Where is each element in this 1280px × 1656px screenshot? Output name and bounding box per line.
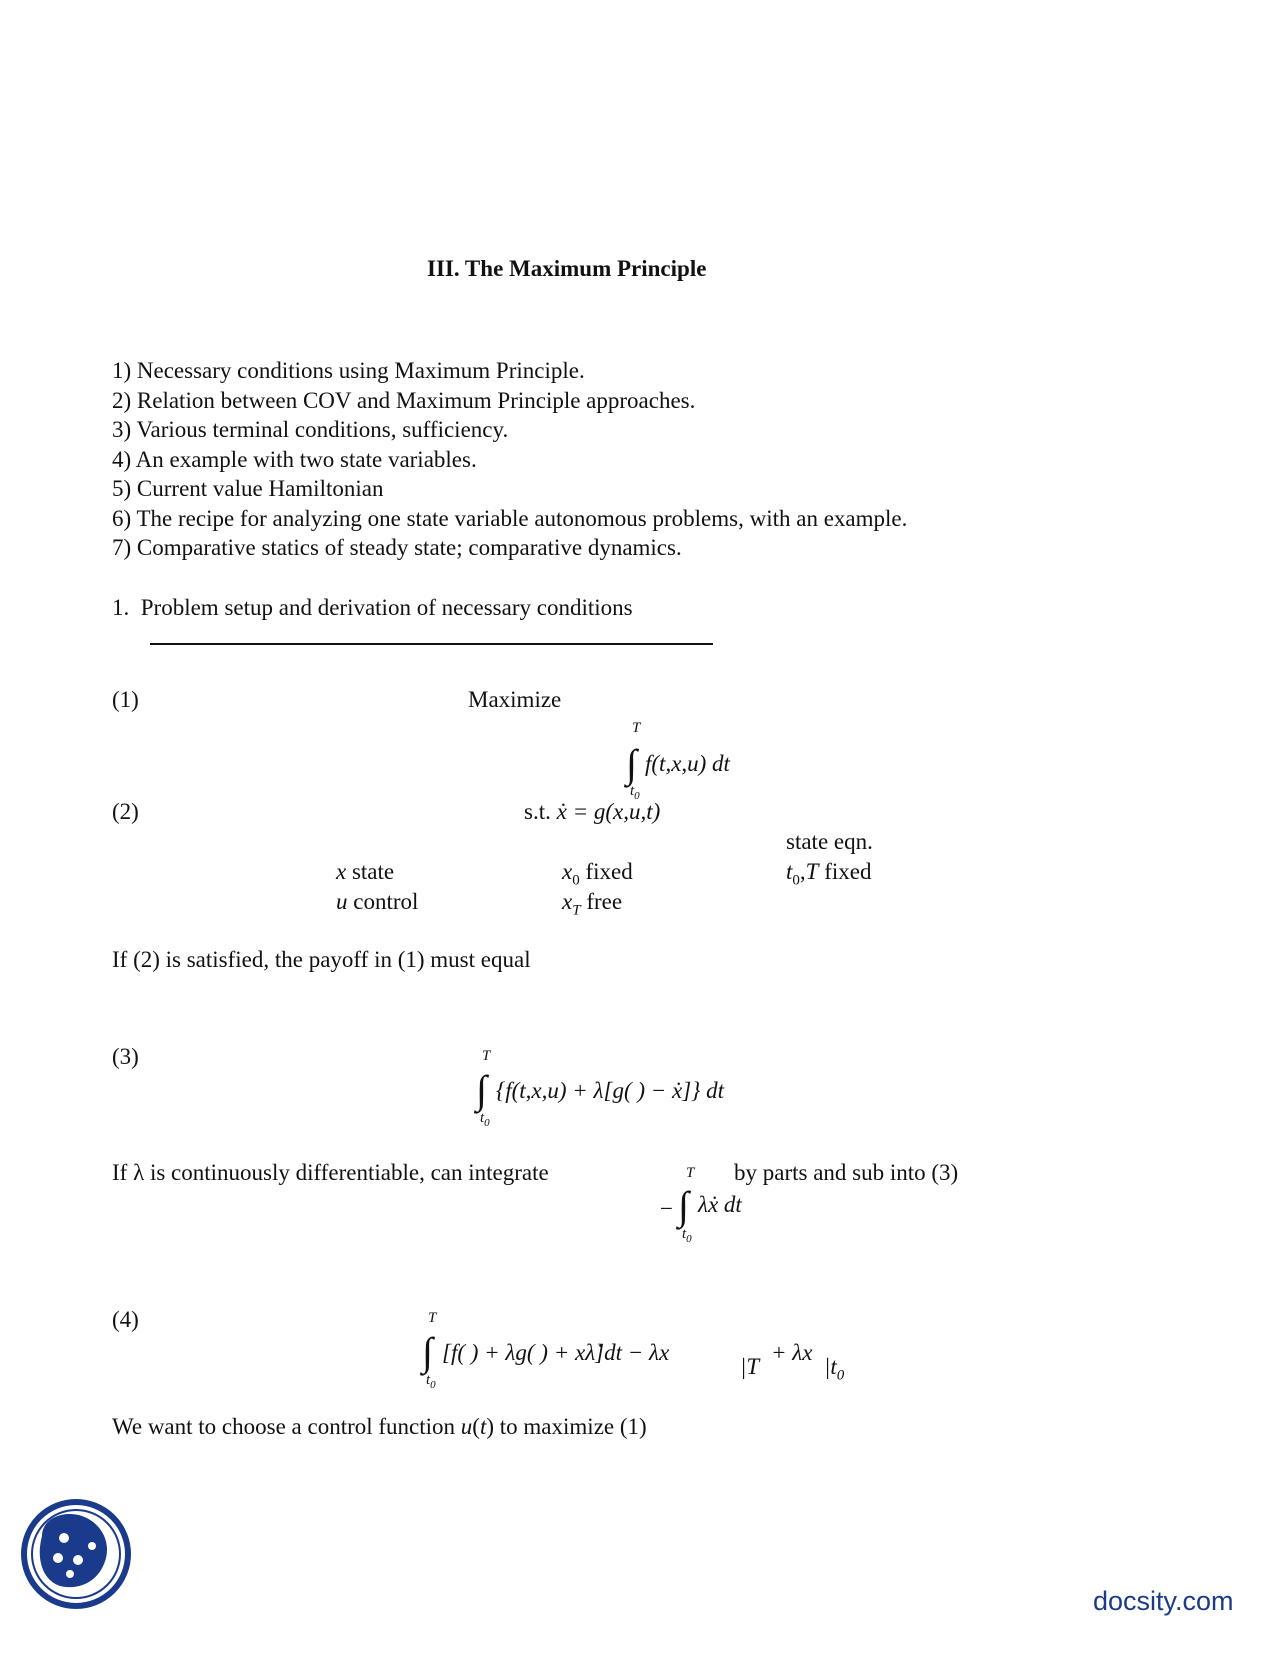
eq2-constraint: s.t. ẋ = g(x,u,t) xyxy=(524,799,661,824)
eq4-lower-limit: $t_0$ xyxy=(426,1372,436,1391)
outline-item-3: 3) Various terminal conditions, sufficiency. xyxy=(112,417,509,442)
outline-item-7: 7) Comparative statics of steady state; comparative dynamics. xyxy=(112,535,682,560)
page-title: III. The Maximum Principle xyxy=(427,256,707,281)
eq1-upper-limit: T xyxy=(632,720,641,736)
eq4-upper-limit: T xyxy=(428,1310,437,1326)
integral-sign: ∫ xyxy=(422,1329,433,1374)
docsity-brand-text[interactable]: docsity.com xyxy=(1093,1586,1234,1616)
x-state-label: x state xyxy=(336,859,395,884)
xT-free-label: $x_T$ free xyxy=(562,889,623,919)
parts-text: by parts and sub into (3) xyxy=(734,1160,959,1185)
outline-item-4: 4) An example with two state variables. xyxy=(112,446,477,472)
lambda-text: If λ is continuously differentiable, can integrate xyxy=(112,1160,549,1185)
section-heading xyxy=(112,593,633,622)
eq4-plus: + λx xyxy=(771,1340,813,1365)
section-number: 1. xyxy=(112,595,130,620)
t0-T-fixed-label: $t_0,T$ fixed xyxy=(786,859,872,889)
state-eqn-label: state eqn. xyxy=(786,829,873,854)
x0-fixed-label: $x_0$ fixed xyxy=(562,859,633,889)
outline-item-2: 2) Relation between COV and Maximum Principle approaches. xyxy=(112,387,696,413)
eq1-maximize: Maximize xyxy=(468,687,562,712)
eq1-label: (1) xyxy=(112,687,139,712)
eq3-label: (3) xyxy=(112,1044,139,1069)
parts-lower-limit: $t_0$ xyxy=(682,1226,692,1245)
section-underline xyxy=(150,643,713,645)
eq4-sub-T: |T xyxy=(740,1354,760,1379)
eq1-lower-limit: $t_0$ xyxy=(630,783,640,802)
u-control-label: u control xyxy=(336,889,419,914)
outline-item-5: 5) Current value Hamiltonian xyxy=(112,476,384,501)
outline-list xyxy=(112,356,1212,563)
eq2-label: (2) xyxy=(112,799,139,824)
section-heading-text: Problem setup and derivation of necessary conditions xyxy=(140,595,633,620)
eq4-sub-t0: $|t_0$ xyxy=(824,1354,845,1384)
eq3-upper-limit: T xyxy=(482,1048,491,1064)
integral-sign: ∫ xyxy=(476,1067,487,1112)
integral-sign: ∫ xyxy=(678,1183,689,1228)
eq4-body: [f( ) + λg( ) + xλ̇]dt − λx xyxy=(442,1340,670,1365)
control-text: We want to choose a control function u(t) to maximize (1) xyxy=(112,1414,647,1439)
outline-item-6: 6) The recipe for analyzing one state variable autonomous problems, with an example. xyxy=(112,505,908,531)
eq4-label: (4) xyxy=(112,1307,139,1332)
parts-upper-limit: T xyxy=(686,1165,695,1181)
docsity-logo-icon xyxy=(20,1498,132,1610)
eq1-integrand: f(t,x,u) dt xyxy=(645,751,730,776)
outline-item-1: 1) Necessary conditions using Maximum Principle. xyxy=(112,358,585,383)
parts-minus: − xyxy=(660,1196,673,1221)
eq3-lower-limit: $t_0$ xyxy=(480,1110,490,1129)
parts-integrand: λẋ dt xyxy=(698,1192,742,1217)
eq3-body: {f(t,x,u) + λ[g( ) − ẋ]} dt xyxy=(496,1078,725,1103)
integral-sign: ∫ xyxy=(626,741,637,786)
payoff-text: If (2) is satisfied, the payoff in (1) must equal xyxy=(112,947,531,972)
